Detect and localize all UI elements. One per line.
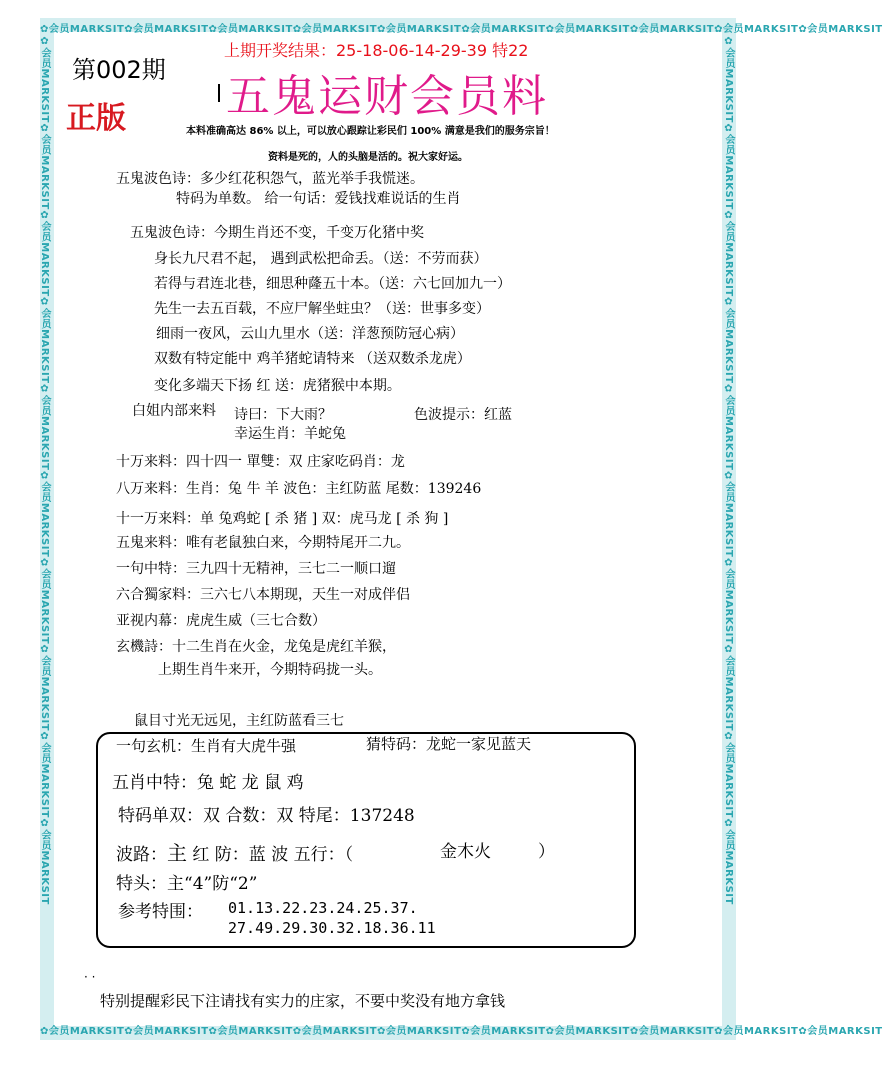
- box-color-route: [116, 837, 353, 866]
- box-five-zodiac: [112, 768, 304, 793]
- text-line: 上期生肖牛来开，今期特码拢一头。: [158, 662, 382, 678]
- text-line: 诗曰：下大雨？: [234, 407, 332, 423]
- box-reference-row-1: 01.13.22.23.24.25.37.: [228, 899, 418, 917]
- watermark-left: ✿会员MARKSIT✿会员MARKSIT✿会员MARKSIT✿会员MARKSIT✿会员MARKSIT✿会员MARKSIT✿会员MARKSIT✿会员MARKSIT✿会员MARKSIT✿会员MARKSIT: [39, 36, 50, 905]
- text-line: 五鬼波色诗：多少红花积怨气，蓝光举手我慌迷。: [116, 171, 424, 187]
- text-line: 先生一去五百载，不应尸解坐蛀虫？（送：世事多变）: [154, 301, 490, 317]
- last-draw-result: 上期开奖结果：25-18-06-14-29-39 特22: [224, 41, 529, 60]
- main-title: 五鬼运财会员料: [226, 71, 548, 122]
- box-xuanji: 一句玄机：生肖有大虎牛强: [116, 737, 297, 755]
- five-zodiac-label: 五肖中特：: [112, 773, 197, 793]
- watermark-top: ✿会员MARKSIT✿会员MARKSIT✿会员MARKSIT✿会员MARKSIT✿会员MARKSIT✿会员MARKSIT✿会员MARKSIT✿会员MARKSIT✿会员MARKSIT✿会员MARKSIT: [40, 24, 883, 35]
- tagline-accuracy: 本料准确高达 86% 以上，可以放心跟踪让彩民们 100% 满意是我们的服务宗旨！: [186, 126, 555, 137]
- box-reference-label: 参考特围：: [118, 902, 203, 922]
- text-line: 六合獨家料：三六七八本期现，天生一对成伴侣: [116, 587, 410, 603]
- text-line: 色波提示：红蓝: [414, 407, 512, 423]
- text-line: 幸运生肖：羊蛇兔: [234, 426, 346, 442]
- text-line: 十一万来料：单 兔鸡蛇 [ 杀 猪 ] 双：虎马龙 [ 杀 狗 ]: [116, 511, 449, 527]
- text-line: 细雨一夜风，云山九里水（送：洋葱预防冠心病）: [156, 326, 464, 342]
- title-bar-mark: [218, 84, 220, 102]
- box-odd-even: 特码单双：双 合数：双 特尾：137248: [118, 806, 415, 826]
- watermark-right: ✿会员MARKSIT✿会员MARKSIT✿会员MARKSIT✿会员MARKSIT✿会员MARKSIT✿会员MARKSIT✿会员MARKSIT✿会员MARKSIT✿会员MARKSIT✿会员MARKSIT: [723, 36, 734, 905]
- box-five-elements-close: ）: [538, 842, 555, 862]
- text-line: 双数有特定能中 鸡羊猪蛇请特来 （送双数杀龙虎）: [154, 351, 471, 367]
- five-zodiac-value: 兔 蛇 龙 鼠 鸡: [197, 773, 304, 793]
- text-line: 亚视内幕：虎虎生威（三七合数）: [116, 613, 326, 629]
- issue-number: 第002期: [72, 56, 166, 84]
- footer-reminder: 特别提醒彩民下注请找有实力的庄家，不要中奖没有地方拿钱: [100, 992, 506, 1010]
- text-line: 八万来料：生肖：兔 牛 羊 波色：主红防蓝 尾数：139246: [116, 481, 482, 497]
- text-line: 特码为单数。 给一句话：爱钱找难说话的生肖: [176, 191, 461, 207]
- dots-mark: · ·: [84, 970, 96, 984]
- color-route-main: 主: [167, 841, 187, 865]
- text-line: 变化多端天下扬 红 送：虎猪猴中本期。: [154, 378, 401, 394]
- text-line: 若得与君连北巷，细思种蕯五十本。（送：六七回加九一）: [154, 276, 511, 292]
- text-line: 玄機詩：十二生肖在火金，龙兔是虎红羊猴，: [116, 639, 396, 655]
- genuine-badge: 正版: [66, 101, 126, 136]
- text-line: 五鬼来料：唯有老鼠独白来，今期特尾开二九。: [116, 535, 410, 551]
- text-line: 一句中特：三九四十无精神，三七二一顺口遛: [116, 561, 396, 577]
- text-line: 五鬼波色诗：今期生肖还不变，千变万化猪中奖: [130, 225, 424, 241]
- color-route-label: 波路：: [116, 845, 167, 865]
- box-reference-row-2: 27.49.29.30.32.18.36.11: [228, 919, 436, 937]
- box-special-head: 特头：主“4”防“2”: [116, 874, 258, 894]
- watermark-bottom: ✿会员MARKSIT✿会员MARKSIT✿会员MARKSIT✿会员MARKSIT✿会员MARKSIT✿会员MARKSIT✿会员MARKSIT✿会员MARKSIT✿会员MARKSIT✿会员MARKSIT: [40, 1026, 883, 1037]
- box-guess-special: 猜特码：龙蛇一家见蓝天: [366, 735, 532, 753]
- text-line: 身长九尺君不起， 遇到武松把命丢。（送：不劳而获）: [154, 251, 488, 267]
- text-line: 十万来料：四十四一 單雙：双 庄家吃码肖：龙: [116, 454, 405, 470]
- text-line: 鼠目寸光无远见，主红防蓝看三七: [134, 713, 344, 729]
- color-route-rest: 红 防：蓝 波 五行：（: [187, 845, 354, 865]
- box-five-elements: 金木火: [440, 842, 491, 862]
- text-line: 白姐内部来料: [132, 403, 216, 419]
- tagline-luck: 资料是死的，人的头脑是活的。祝大家好运。: [268, 152, 468, 163]
